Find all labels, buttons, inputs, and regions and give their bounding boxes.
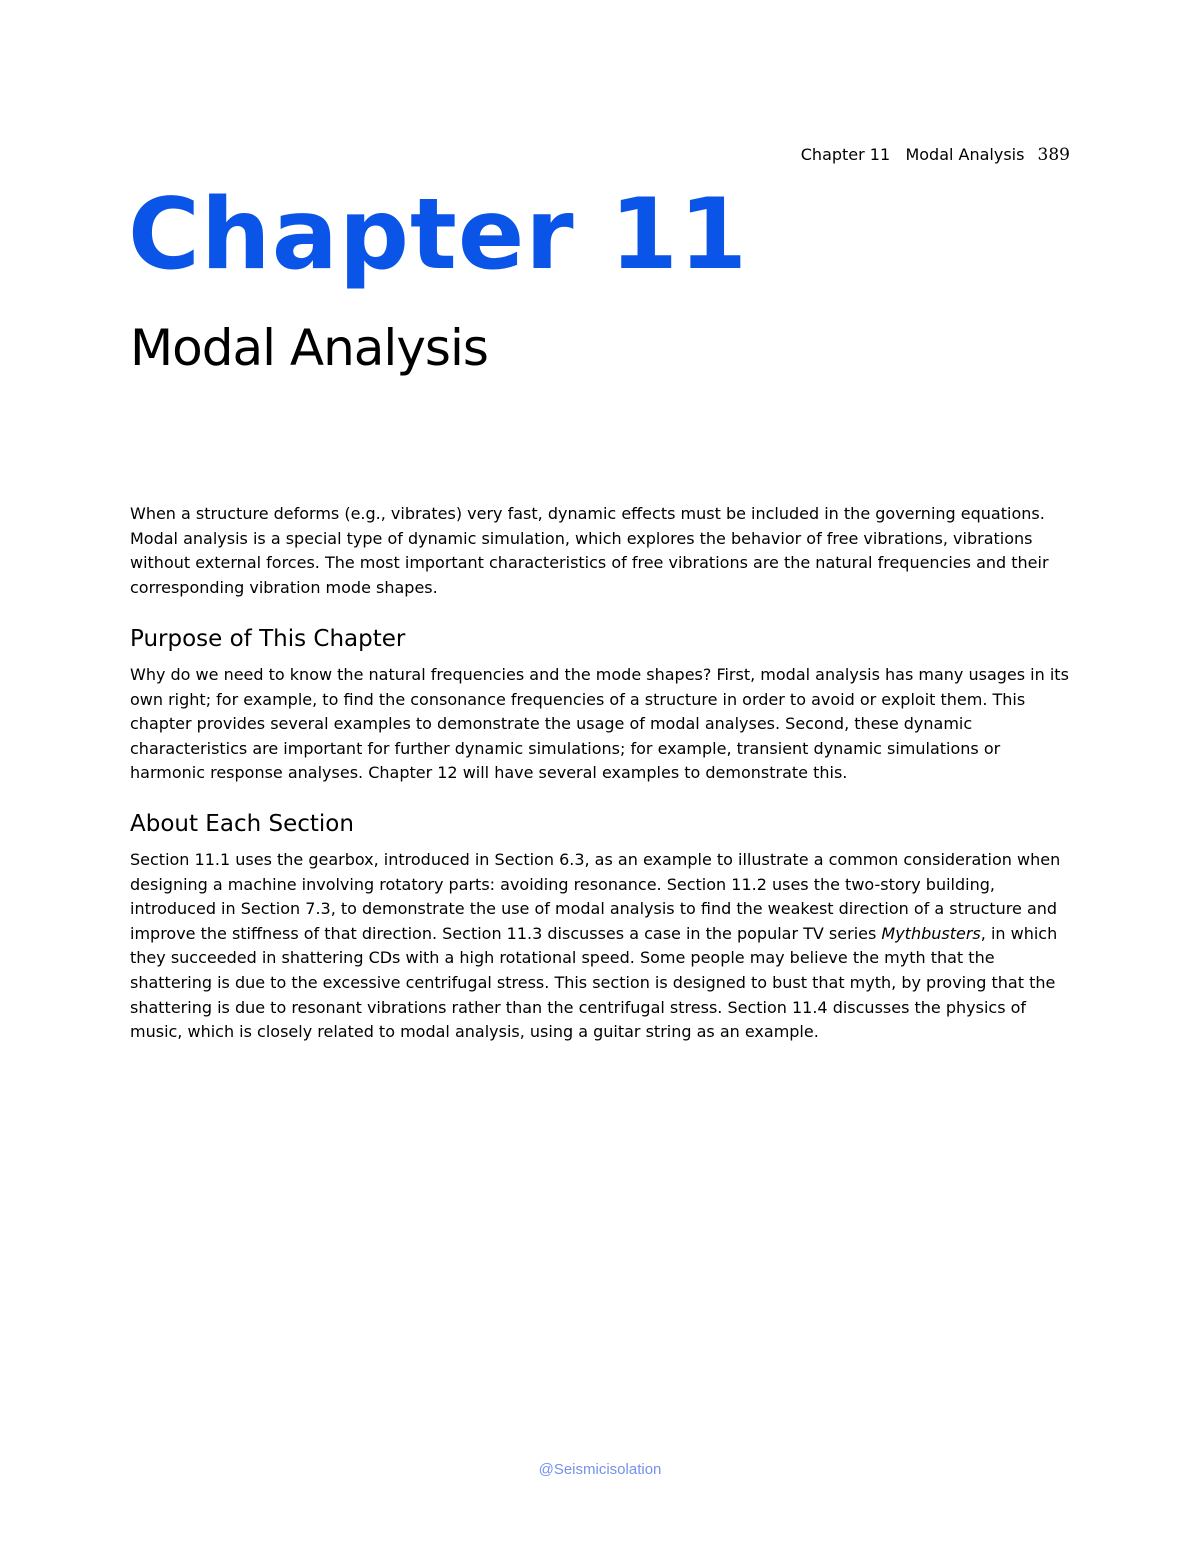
- watermark: @Seismicisolation: [538, 1461, 662, 1478]
- page-number: 389: [1037, 145, 1070, 165]
- chapter-subtitle: Modal Analysis: [130, 319, 488, 377]
- running-head-chapter: Chapter 11: [800, 145, 891, 164]
- intro-paragraph: When a structure deforms (e.g., vibrates) very fast, dynamic effects must be included in the governing equations. Modal analysis is a special type of dynamic simulation, which explores the behavior of free vibrations, vibrations without external forces. The most important characteristics of free vibrations are the natural frequencies and their corresponding vibration mode shapes.: [130, 504, 1049, 597]
- running-head: [801, 145, 1070, 165]
- purpose-paragraph: Why do we need to know the natural frequencies and the mode shapes? First, modal analysis has many usages in its own right; for example, to find the consonance frequencies of a structure in order to avoid or exploit them. This chapter provides several examples to demonstrate the usage of modal analyses. Second, these dynamic characteristics are important for further dynamic simulations; for example, transient dynamic simulations or harmonic response analyses. Chapter 12 will have several examples to demonstrate this.: [130, 665, 1069, 783]
- about-paragraph: [130, 848, 1075, 1045]
- about-heading: About Each Section: [130, 811, 354, 837]
- about-paragraph-italic: Mythbusters: [881, 923, 981, 943]
- about-paragraph-part1: Section 11.1 uses the gearbox, introduced in Section 6.3, as an example to illustrate a common consideration when designing a machine involving rotatory parts: avoiding resonance. Section 11.2 uses the two-story building, introduced in Section 7.3, to demonstrate the use of modal analysis to find the weakest direction of a structure and improve the stiffness of that direction. Section 11.3 discusses a case in the popular TV series: [130, 850, 1061, 943]
- about-paragraph-part2: , in which they succeeded in shattering CDs with a high rotational speed. Some people may believe the myth that the shattering is due to the excessive centrifugal stress. This section is designed to bust that myth, by proving that the shattering is due to resonant vibrations rather than the centrifugal stress. Section 11.4 discusses the physics of music, which is closely related to modal analysis, using a guitar string as an example.: [130, 923, 1058, 1042]
- chapter-title: Chapter 11: [128, 178, 749, 292]
- running-head-title: Modal Analysis: [905, 145, 1025, 164]
- purpose-heading: Purpose of This Chapter: [130, 626, 406, 652]
